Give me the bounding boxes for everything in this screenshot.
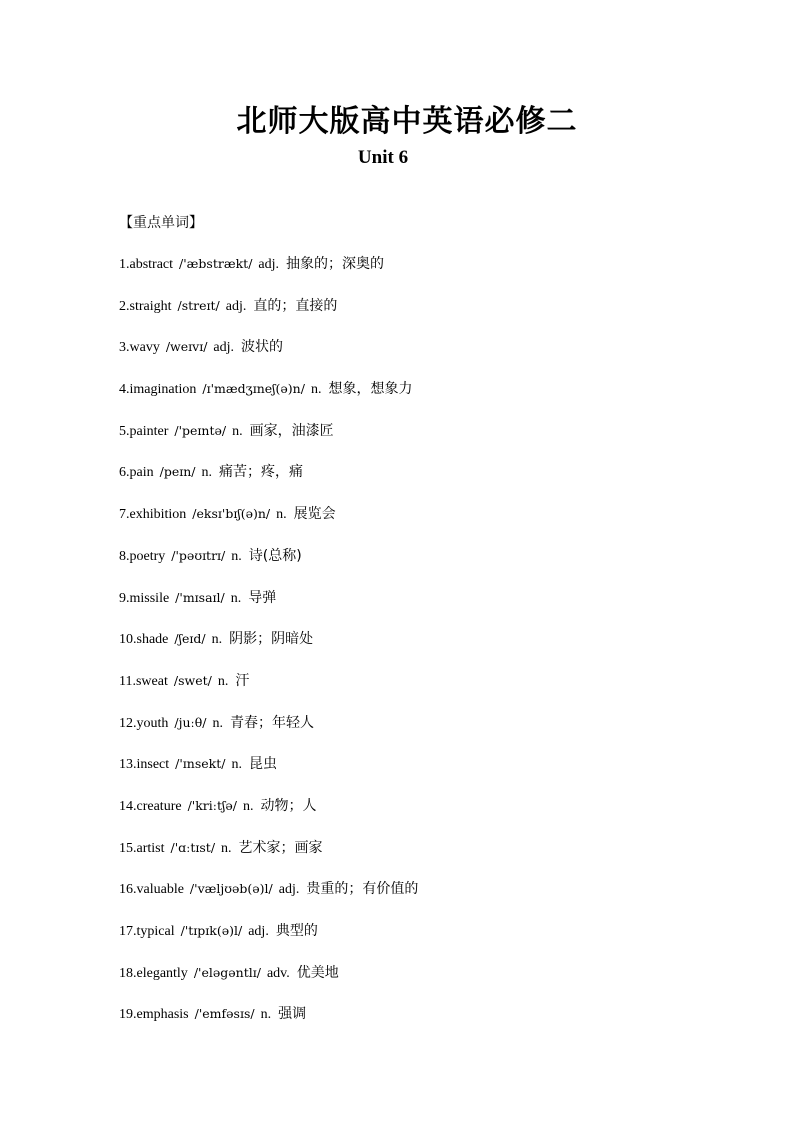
vocabulary-list (119, 253, 418, 1045)
vocab-number: 3. (119, 340, 130, 356)
vocab-entry (119, 795, 418, 837)
vocab-phonetic: /'mɪsaɪl/ (175, 589, 225, 605)
vocab-word: exhibition (129, 507, 187, 523)
vocab-phonetic: /'emfəsɪs/ (194, 1006, 255, 1022)
vocab-word: sweat (135, 673, 168, 689)
vocab-part-of-speech: n. (260, 1007, 272, 1023)
vocab-word: typical (136, 924, 175, 939)
vocab-word: missile (129, 590, 170, 606)
vocab-part-of-speech: n. (217, 673, 229, 689)
vocab-word: artist (136, 840, 165, 856)
vocab-entry (119, 295, 418, 337)
vocab-part-of-speech: n. (212, 715, 223, 731)
section-heading-key-words: 【重点单词】 (119, 215, 203, 231)
vocab-phonetic: /'ɑːtɪst/ (170, 839, 216, 855)
vocab-meaning: 导弹 (248, 589, 277, 606)
vocab-word: poetry (129, 548, 166, 564)
vocab-meaning: 艺术家；画家 (238, 839, 323, 856)
vocab-word: pain (129, 465, 154, 481)
vocab-number: 5. (119, 423, 130, 439)
vocab-number: 16. (119, 882, 137, 898)
vocab-phonetic: /weɪvɪ/ (165, 339, 208, 355)
vocab-phonetic: /peɪn/ (159, 464, 196, 480)
vocab-number: 11. (119, 673, 136, 689)
vocab-phonetic: /ʃeɪd/ (174, 631, 206, 647)
vocab-phonetic: /'pəʊɪtrɪ/ (171, 547, 226, 563)
vocab-phonetic: /streɪt/ (177, 297, 220, 313)
vocab-number: 7. (119, 507, 130, 523)
vocab-meaning: 汗 (235, 672, 250, 689)
vocab-phonetic: /swet/ (173, 672, 212, 688)
vocab-word: insect (136, 757, 170, 773)
vocab-phonetic: /ɪ'mædʒɪneʃ(ə)n/ (202, 381, 305, 397)
vocab-phonetic: /eksɪ'bɪʃ(ə)n/ (192, 506, 271, 522)
vocab-word: abstract (129, 257, 174, 272)
vocab-entry (119, 503, 418, 545)
vocab-entry (119, 878, 418, 920)
vocab-part-of-speech: n. (231, 757, 242, 773)
vocab-word: creature (136, 798, 182, 814)
vocab-part-of-speech: adv. (266, 965, 290, 981)
vocab-word: emphasis (136, 1007, 189, 1023)
vocab-meaning: 画家，油漆匠 (249, 422, 334, 439)
vocab-number: 17. (119, 924, 137, 939)
vocab-phonetic: /'væljʊəb(ə)l/ (189, 881, 273, 897)
vocab-meaning: 直的；直接的 (253, 297, 338, 314)
vocab-meaning: 抽象的；深奥的 (286, 256, 385, 272)
vocab-meaning: 波状的 (241, 339, 284, 356)
vocab-meaning: 强调 (278, 1006, 307, 1023)
vocab-word: shade (136, 632, 169, 648)
unit-subtitle: Unit 6 (357, 147, 409, 168)
vocab-part-of-speech: n. (243, 798, 254, 814)
vocab-word: wavy (129, 340, 160, 356)
vocab-part-of-speech: adj. (278, 882, 300, 898)
vocab-number: 13. (119, 757, 137, 773)
vocab-number: 15. (119, 840, 137, 856)
vocab-word: valuable (136, 882, 184, 898)
vocab-number: 1. (119, 257, 130, 272)
vocab-meaning: 诗(总称) (248, 547, 302, 564)
vocab-meaning: 想象，想象力 (328, 381, 413, 398)
vocab-phonetic: /'æbstrækt/ (179, 256, 253, 271)
vocab-part-of-speech: n. (231, 548, 242, 564)
vocab-meaning: 青春；年轻人 (229, 714, 314, 731)
vocab-entry (119, 336, 418, 378)
vocab-part-of-speech: adj. (258, 257, 280, 272)
vocab-entry (119, 253, 418, 295)
vocab-part-of-speech: n. (276, 507, 287, 523)
vocab-entry (119, 712, 418, 754)
vocab-phonetic: /'kriːtʃə/ (187, 797, 238, 813)
vocab-number: 12. (119, 715, 137, 731)
vocab-part-of-speech: n. (221, 840, 232, 856)
vocab-part-of-speech: adj. (225, 298, 247, 314)
vocab-entry (119, 420, 418, 462)
vocab-meaning: 展览会 (293, 506, 336, 523)
vocab-meaning: 优美地 (296, 964, 339, 981)
vocab-part-of-speech: adj. (248, 924, 269, 939)
vocab-number: 6. (119, 465, 130, 481)
vocab-word: straight (129, 298, 172, 314)
vocab-meaning: 动物；人 (260, 797, 317, 814)
vocab-meaning: 痛苦；疼，痛 (218, 464, 303, 481)
vocab-meaning: 典型的 (275, 923, 318, 939)
vocab-meaning: 阴影；阴暗处 (229, 631, 314, 648)
vocab-phonetic: /juːθ/ (174, 714, 207, 730)
vocab-entry (119, 753, 418, 795)
vocab-word: imagination (129, 382, 197, 398)
vocab-entry (119, 920, 418, 962)
vocab-entry (119, 1003, 418, 1045)
vocab-word: youth (136, 715, 169, 731)
vocab-number: 18. (119, 965, 137, 981)
vocab-phonetic: /'eləgəntlɪ/ (193, 964, 261, 980)
vocab-entry (119, 461, 418, 503)
document-title: 北师大版高中英语必修二 (236, 104, 578, 139)
vocab-part-of-speech: n. (310, 382, 322, 398)
vocab-word: painter (129, 423, 169, 439)
vocab-part-of-speech: n. (232, 423, 243, 439)
vocab-number: 9. (119, 590, 130, 606)
vocab-part-of-speech: n. (201, 465, 212, 481)
vocab-meaning: 昆虫 (248, 756, 277, 773)
vocab-entry (119, 837, 418, 879)
vocab-part-of-speech: adj. (213, 340, 235, 356)
vocab-word: elegantly (136, 965, 188, 981)
vocab-part-of-speech: n. (230, 590, 242, 606)
vocab-number: 14. (119, 798, 137, 814)
vocab-part-of-speech: n. (211, 632, 223, 648)
vocab-number: 2. (119, 298, 130, 314)
vocab-meaning: 贵重的；有价值的 (306, 881, 419, 898)
vocab-phonetic: /'peɪntə/ (174, 422, 227, 438)
vocab-number: 10. (119, 632, 137, 648)
vocab-entry (119, 587, 418, 629)
vocab-phonetic: /'ɪnsekt/ (175, 756, 226, 772)
vocab-number: 19. (119, 1007, 137, 1023)
vocab-number: 4. (119, 382, 130, 398)
vocab-number: 8. (119, 548, 130, 564)
vocab-entry (119, 545, 418, 587)
vocab-entry (119, 962, 418, 1004)
vocab-entry (119, 670, 418, 712)
vocab-entry (119, 628, 418, 670)
vocab-entry (119, 378, 418, 420)
vocab-phonetic: /'tɪpɪk(ə)l/ (180, 923, 243, 938)
